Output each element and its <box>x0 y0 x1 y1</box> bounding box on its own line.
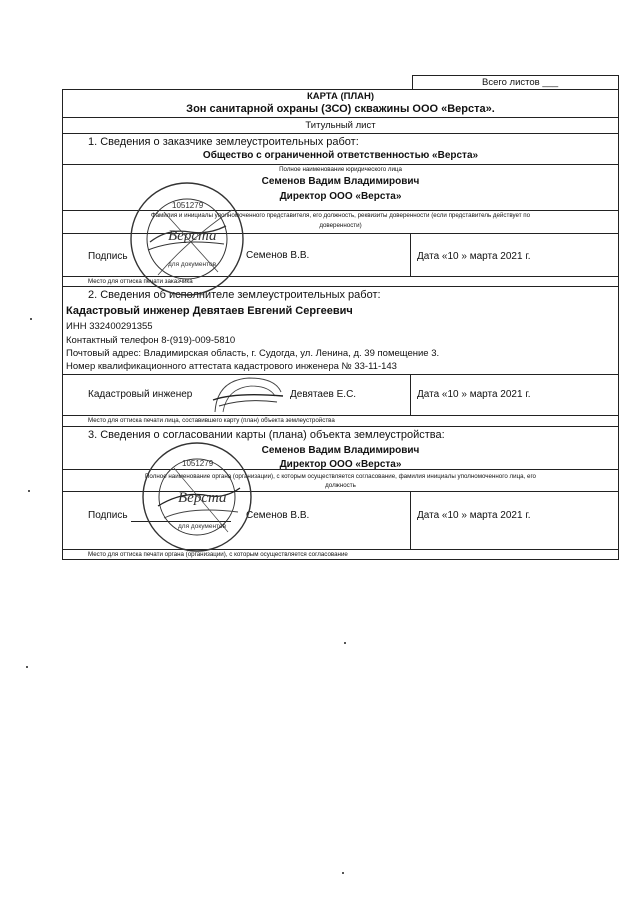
customer-sign-date: Дата «10 » марта 2021 г. <box>417 251 531 262</box>
approver-caption-2: должность <box>325 482 356 489</box>
customer-org-caption: Полное наименование юридического лица <box>279 166 402 173</box>
frame-line <box>412 75 619 76</box>
scan-speck <box>30 318 32 320</box>
engineer-address: Почтовый адрес: Владимирская область, г. Судогда, ул. Ленина, д. 39 помещение 3. <box>66 348 440 359</box>
approver-rep-name: Семенов Вадим Владимирович <box>261 445 420 456</box>
row-separator <box>62 415 619 416</box>
row-separator <box>62 117 619 118</box>
section2-heading: 2. Сведения об исполнителе землеустроительных работ: <box>88 289 381 301</box>
company-seal-icon <box>128 180 246 298</box>
seal-logo-text: Верста <box>178 490 227 506</box>
document-subtitle: Зон санитарной охраны (ЗСО) скважины ООО «Верста». <box>186 103 495 115</box>
row-separator <box>62 426 619 427</box>
customer-sign-name: Семенов В.В. <box>246 250 310 261</box>
scan-speck <box>28 490 30 492</box>
engineer-sign-label: Кадастровый инженер <box>88 389 193 400</box>
scan-speck <box>342 872 344 874</box>
approver-seal-icon <box>140 440 255 555</box>
engineer-cert: Номер квалификационного аттестата кадастрового инженера № 33-11-143 <box>66 361 397 372</box>
frame-line <box>62 559 619 560</box>
seal-logo-text: Верста <box>168 228 217 244</box>
engineer-phone: Контактный телефон 8-(919)-009-5810 <box>66 335 236 346</box>
seal-number-text: 1051279 <box>172 201 204 210</box>
engineer-seal-icon <box>205 372 285 420</box>
customer-rep-caption-2: доверенности) <box>319 222 362 229</box>
customer-rep-name: Семенов Вадим Владимирович <box>261 176 420 187</box>
approver-sign-name: Семенов В.В. <box>246 510 310 521</box>
document-title: КАРТА (ПЛАН) <box>306 91 375 102</box>
engineer-inn: ИНН 332400291355 <box>66 321 153 332</box>
approver-caption: Полное наименование органа (организации), с которым осуществляется согласование, фамилия инициалы уполномоченного лица, его <box>144 473 537 480</box>
customer-rep-position: Директор ООО «Верста» <box>279 191 402 202</box>
engineer-name: Кадастровый инженер Девятаев Евгений Сергеевич <box>66 305 353 317</box>
approver-sign-date: Дата «10 » марта 2021 г. <box>417 510 531 521</box>
scan-speck <box>26 666 28 668</box>
section3-heading: 3. Сведения о согласовании карты (плана) объекта землеустройства: <box>88 429 445 441</box>
customer-org-name: Общество с ограниченной ответственностью «Верста» <box>202 150 479 161</box>
sheet-title: Титульный лист <box>305 120 376 131</box>
customer-stamp-caption: Место для оттиска печати заказчика <box>88 278 193 285</box>
engineer-sign-name: Девятаев Е.С. <box>290 389 357 400</box>
seal-sub-text: для документов <box>178 523 227 530</box>
engineer-stamp-caption: Место для оттиска печати лица, составившего карту (план) объекта землеустройства <box>88 417 335 424</box>
frame-line <box>62 89 619 90</box>
total-sheets: Всего листов ___ <box>482 77 559 88</box>
seal-sub-text: для документов <box>168 261 217 268</box>
customer-rep-caption: Фамилия и инициалы уполномоченного представителя, его должность, реквизиты доверенности (если представитель действует по <box>150 212 531 219</box>
section1-heading: 1. Сведения о заказчике землеустроительных работ: <box>88 136 359 148</box>
frame-line <box>412 75 413 89</box>
col-separator <box>410 491 411 549</box>
col-separator <box>410 233 411 276</box>
approver-sign-label: Подпись <box>88 510 128 521</box>
col-separator <box>410 374 411 415</box>
customer-sign-label: Подпись <box>88 251 128 262</box>
approver-stamp-caption: Место для оттиска печати органа (организации), с которым осуществляется согласование <box>88 551 348 558</box>
seal-number-text: 1051279 <box>182 459 214 468</box>
row-separator <box>62 374 619 375</box>
row-separator <box>62 164 619 165</box>
row-separator <box>62 133 619 134</box>
approver-rep-position: Директор ООО «Верста» <box>279 459 402 470</box>
engineer-sign-date: Дата «10 » марта 2021 г. <box>417 389 531 400</box>
scan-speck <box>344 642 346 644</box>
